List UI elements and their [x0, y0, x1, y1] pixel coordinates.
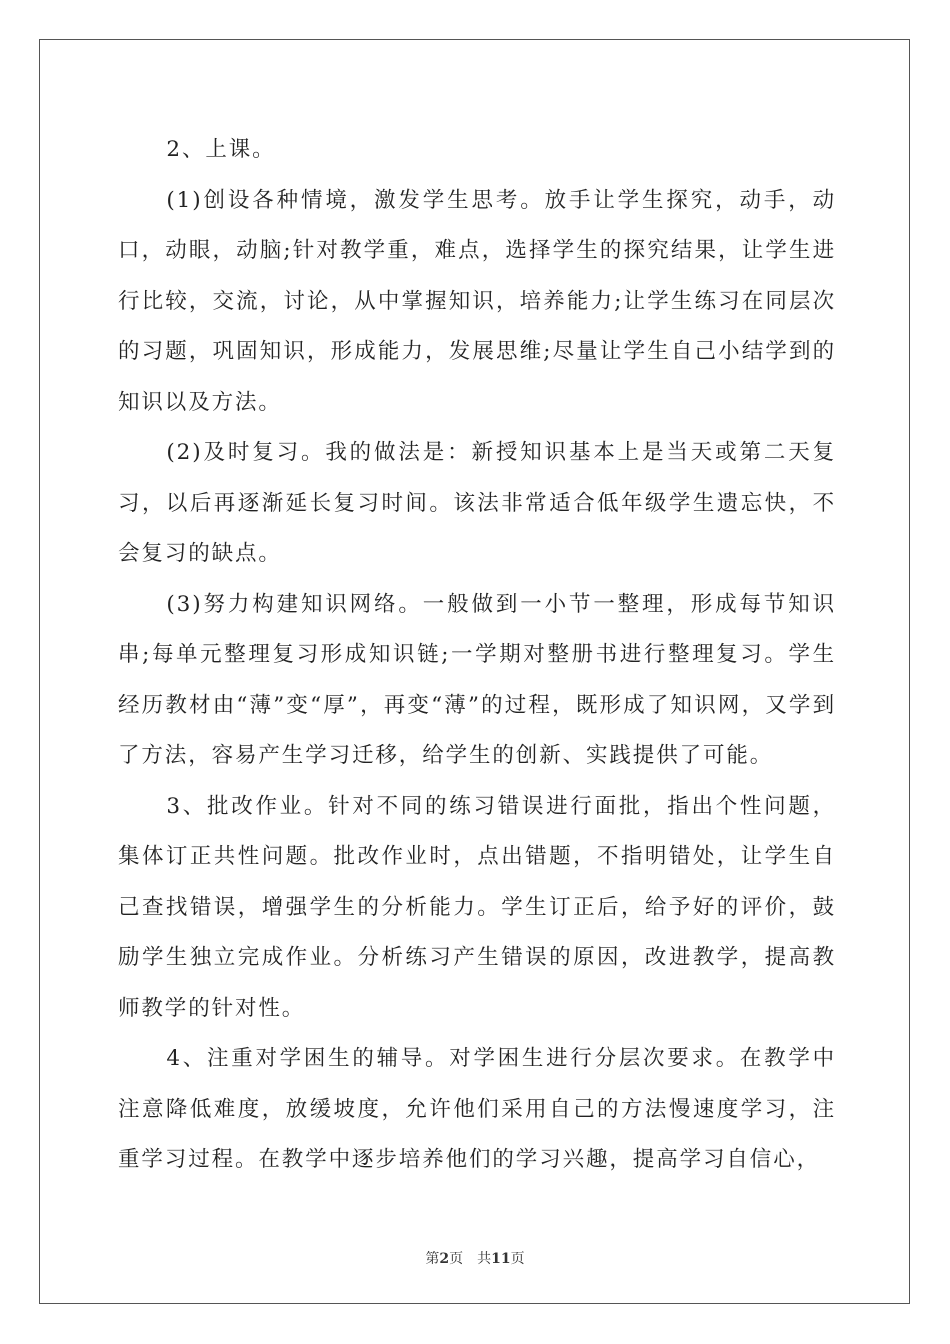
total-prefix: 共: [477, 1251, 492, 1267]
paragraph-timely-review: (2)及时复习。我的做法是：新授知识基本上是当天或第二天复习，以后再逐渐延长复习时间。该法非常适合低年级学生遗忘快，不会复习的缺点。: [118, 440, 836, 566]
page-number: 2: [439, 1251, 450, 1267]
document-body: [118, 125, 836, 1186]
paragraph-grading-homework: 3、批改作业。针对不同的练习错误进行面批，指出个性问题，集体订正共性问题。批改作业时，点出错题，不指明错处，让学生自己查找错误，增强学生的分析能力。学生订正后，给予好的评价，鼓励学生独立完成作业。分析练习产生错误的原因，改进教学，提高教师教学的针对性。: [118, 793, 836, 1021]
paragraph-lesson-heading: 2、上课。: [166, 137, 276, 162]
page-footer: [0, 1248, 950, 1268]
paragraph-struggling-students: 4、注重对学困生的辅导。对学困生进行分层次要求。在教学中注意降低难度，放缓坡度，允许他们采用自己的方法慢速度学习，注重学习过程。在教学中逐步培养他们的学习兴趣，提高学习自信心，: [118, 1046, 836, 1172]
page-suffix: 页: [449, 1251, 464, 1267]
total-pages: 11: [491, 1251, 511, 1267]
paragraph-knowledge-network: (3)努力构建知识网络。一般做到一小节一整理，形成每节知识串;每单元整理复习形成知识链;一学期对整册书进行整理复习。学生经历教材由“薄”变“厚”，再变“薄”的过程，既形成了知识网，又学到了方法，容易产生学习迁移，给学生的创新、实践提供了可能。: [118, 591, 836, 768]
paragraph-create-situations: (1)创设各种情境，激发学生思考。放手让学生探究，动手，动口，动眼，动脑;针对教学重，难点，选择学生的探究结果，让学生进行比较，交流，讨论，从中掌握知识，培养能力;让学生练习在同层次的习题，巩固知识，形成能力，发展思维;尽量让学生自己小结学到的知识以及方法。: [118, 187, 836, 415]
total-suffix: 页: [510, 1251, 525, 1267]
page-prefix: 第: [425, 1251, 440, 1267]
